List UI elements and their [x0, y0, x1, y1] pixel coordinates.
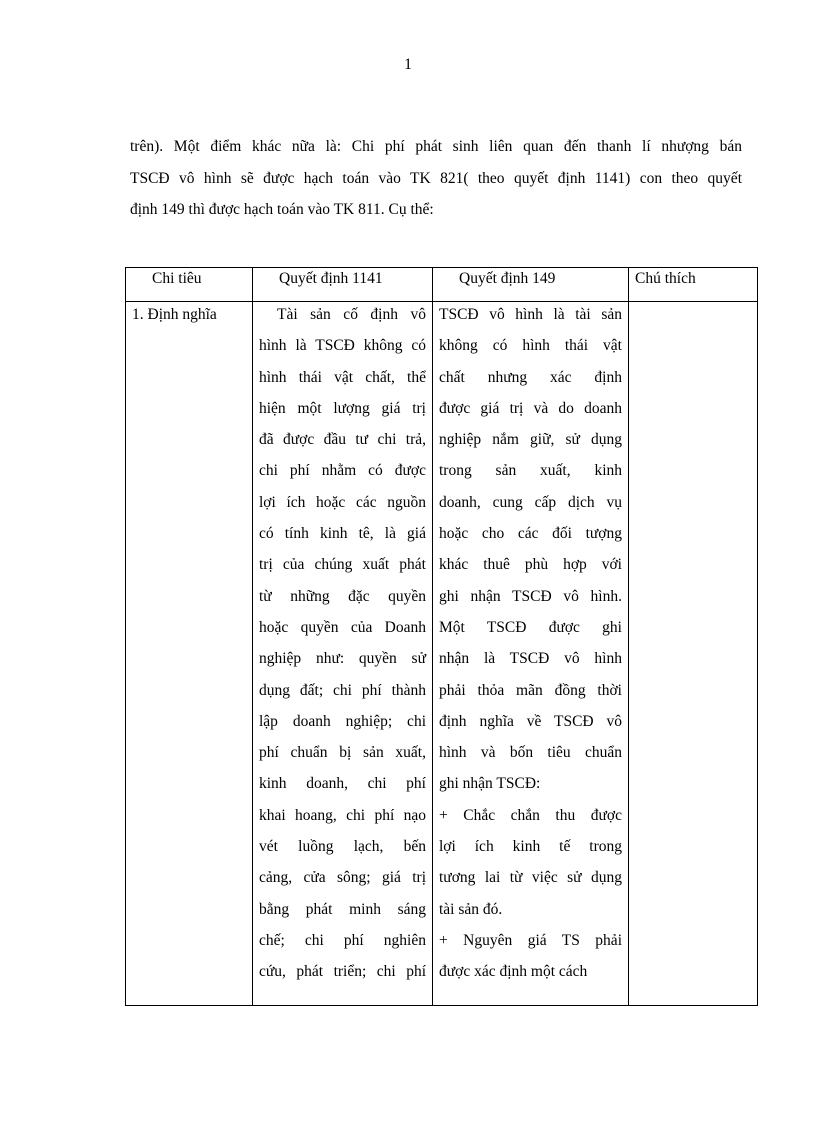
cell-line: từ những đặc quyền — [259, 587, 426, 605]
cell-line: nhận là TSCĐ vô hình — [439, 650, 622, 668]
cell-line: vét luồng lạch, bến — [259, 838, 426, 856]
cell-line: chất nhưng xác định — [439, 368, 622, 386]
cell-line: chi phí nhằm có được — [259, 462, 426, 480]
cell-notes — [629, 302, 758, 1006]
cell-line: cảng, cửa sông; giá trị — [259, 869, 426, 887]
intro-paragraph — [130, 138, 742, 233]
cell-line: hoặc quyền của Doanh — [259, 618, 426, 636]
cell-line: tương lai từ việc sử dụng — [439, 869, 622, 887]
table-row — [126, 302, 758, 1006]
header-criteria: Chi tiêu — [126, 268, 253, 302]
cell-line: hình là TSCĐ không có — [259, 337, 426, 355]
cell-line: có tính kinh tê, là giá — [259, 525, 426, 543]
intro-line: TSCĐ vô hình sẽ được hạch toán vào TK 821( theo quyết định 1141) con theo quyết — [130, 169, 742, 187]
cell-line: hình thái vật chất, thể — [259, 368, 426, 386]
cell-line: đã được đầu tư chi trả, — [259, 431, 426, 449]
cell-line: nghiệp nắm giữ, sử dụng — [439, 431, 622, 449]
page-number: 1 — [404, 56, 412, 73]
cell-line: lợi ích kinh tế trong — [439, 838, 622, 856]
cell-line: TSCĐ vô hình là tài sản — [439, 306, 622, 323]
cell-line: ghi nhận TSCĐ vô hình. — [439, 587, 622, 605]
cell-line: lợi ích hoặc các nguồn — [259, 493, 426, 511]
cell-line: trị của chúng xuất phát — [259, 556, 426, 574]
cell-line: được giá trị và do doanh — [439, 399, 622, 417]
cell-decision-1141 — [253, 302, 433, 1006]
cell-line: doanh, cung cấp dịch vụ — [439, 493, 622, 511]
row-label: 1. Định nghĩa — [132, 306, 217, 323]
cell-line: tài sản đó. — [439, 900, 503, 918]
table-header-row — [126, 268, 758, 302]
cell-line: hoặc cho các đối tượng — [439, 525, 622, 543]
row-label-cell — [126, 302, 253, 1006]
cell-line: nghiệp như: quyền sử — [259, 650, 426, 668]
cell-line: + Chắc chắn thu được — [439, 806, 622, 824]
cell-line: định nghĩa về TSCĐ vô — [439, 712, 622, 730]
cell-line: không có hình thái vật — [439, 337, 622, 355]
cell-line: chế; chi phí nghiên — [259, 931, 426, 949]
intro-line: định 149 thì được hạch toán vào TK 811. Cụ thể: — [130, 201, 434, 218]
intro-line: trên). Một điểm khác nữa là: Chi phí phát sinh liên quan đến thanh lí nhượng bán — [130, 138, 742, 155]
cell-line: dụng đất; chi phí thành — [259, 681, 426, 699]
cell-line: khai hoang, chi phí nạo — [259, 806, 426, 824]
header-notes: Chú thích — [629, 268, 758, 302]
cell-line: cứu, phát triển; chi phí — [259, 963, 426, 981]
cell-line: + Nguyên giá TS phải — [439, 931, 622, 949]
header-decision-1141: Quyết định 1141 — [253, 268, 433, 302]
cell-decision-149 — [433, 302, 629, 1006]
comparison-table — [125, 267, 758, 1006]
cell-line: ghi nhận TSCĐ: — [439, 775, 541, 793]
cell-line: Một TSCĐ được ghi — [439, 618, 622, 636]
cell-line: hình và bốn tiêu chuẩn — [439, 744, 622, 762]
header-decision-149: Quyết định 149 — [433, 268, 629, 302]
cell-line: kinh doanh, chi phí — [259, 775, 426, 793]
cell-line: bằng phát minh sáng — [259, 900, 426, 918]
cell-line: phí chuẩn bị sản xuất, — [259, 744, 426, 762]
cell-line: Tài sản cố định vô — [277, 306, 426, 323]
cell-line: trong sản xuất, kinh — [439, 462, 622, 480]
cell-line: được xác định một cách — [439, 963, 588, 981]
cell-line: hiện một lượng giá trị — [259, 399, 426, 417]
cell-line: phải thỏa mãn đồng thời — [439, 681, 622, 699]
cell-line: khác thuê phù hợp với — [439, 556, 622, 574]
cell-line: lập doanh nghiệp; chi — [259, 712, 426, 730]
